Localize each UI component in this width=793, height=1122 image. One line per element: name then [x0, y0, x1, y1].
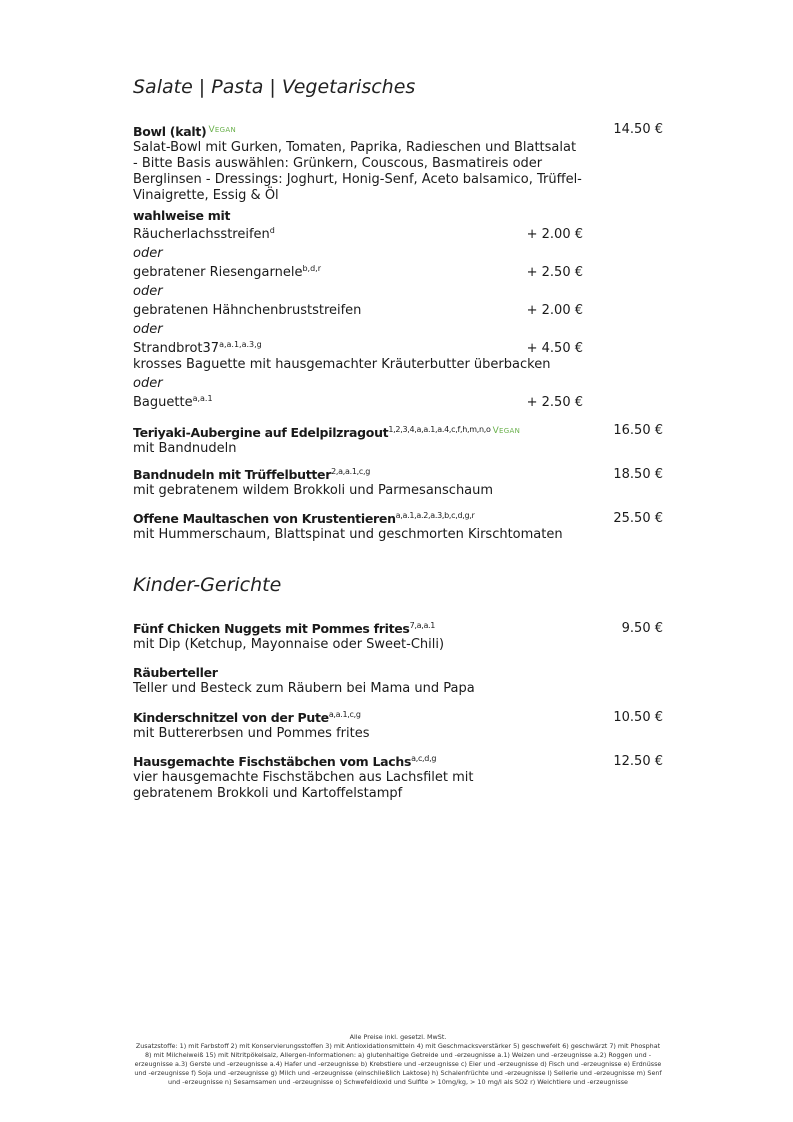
option-row: gebratenen Hähnchenbruststreifen + 2.00 €: [133, 303, 583, 318]
item-price: 25.50 €: [613, 511, 663, 526]
option-row: $Strandbrot37^{a,a.1,a.3,g}$ + 4.50 € krosses Baguette mit hausgemachter Kräuterbutter überbacken: [133, 340, 583, 372]
menu-item-fischstaebchen: [133, 754, 663, 802]
item-description: mit Dip (Ketchup, Mayonnaise oder Sweet-Chili): [133, 637, 445, 652]
item-description: mit Hummerschaum, Blattspinat und geschmorten Kirschtomaten: [133, 527, 563, 542]
item-price: 14.50 €: [613, 122, 663, 137]
option-description: krosses Baguette mit hausgemachter Kräuterbutter überbacken: [133, 357, 551, 372]
options-title: wahlweise mit: [133, 208, 231, 223]
option-row: Baguette$^{a,a.1}$ + 2.50 €: [133, 394, 583, 410]
option-price: + 2.50 €: [526, 395, 583, 410]
option-price: + 2.00 €: [526, 227, 583, 242]
menu-item-kinderschnitzel: [133, 710, 663, 742]
item-description: Teller und Besteck zum Räubern bei Mama und Papa: [133, 681, 475, 696]
section-title-salate: Salate | Pasta | Vegetarisches: [133, 76, 416, 98]
option-price: + 4.50 €: [526, 341, 583, 356]
menu-item-nuggets: [133, 621, 663, 653]
item-name: Kinderschnitzel von der Pute$^{a,a.1,c,g}$: [133, 710, 361, 725]
option-row: Räucherlachsstreifen$^d$ + 2.00 €: [133, 226, 583, 242]
item-description: vier hausgemachte Fischstäbchen aus Lachsfilet mit gebratenem Brokkoli und Kartoffelstampf: [133, 770, 474, 801]
menu-item-raeuberteller: [133, 665, 663, 697]
item-name: Fünf Chicken Nuggets mit Pommes frites$^{7,a,a.1}$: [133, 621, 436, 636]
menu-item-teriyaki: [133, 423, 663, 457]
oder-label: oder: [133, 246, 163, 261]
menu-item-maultaschen: [133, 511, 663, 543]
oder-label: oder: [133, 322, 163, 337]
bowl-options: [133, 208, 583, 414]
item-price: 9.50 €: [621, 621, 663, 636]
item-description: mit Bandnudeln: [133, 441, 237, 456]
item-price: 12.50 €: [613, 754, 663, 769]
option-price: + 2.50 €: [526, 265, 583, 280]
item-price: 10.50 €: [613, 710, 663, 725]
item-name: Teriyaki-Aubergine auf Edelpilzragout$^{1,2,3,4,a,a.1,a.4,c,f,h,m,n,o}$ $^{VEGAN}$: [133, 425, 521, 440]
item-price: 16.50 €: [613, 423, 663, 438]
item-name: Offene Maultaschen von Krustentieren$^{a,a.1,a.2,a.3,b,c,d,g,r}$: [133, 511, 475, 526]
menu-item-bowl: [133, 122, 663, 204]
item-name: Bandnudeln mit Trüffelbutter$^{2,a,a.1,c,g}$: [133, 467, 370, 482]
item-description: mit Buttererbsen und Pommes frites: [133, 726, 370, 741]
item-price: 18.50 €: [613, 467, 663, 482]
item-description: Salat-Bowl mit Gurken, Tomaten, Paprika, Radieschen und Blattsalat - Bitte Basis auswählen: Grünkern, Couscous, Basmatireis oder Berglinsen - Dressings: Joghurt, Honig-Senf, Aceto balsamico, Trüffel-Vinaigrette, Essig & Öl: [133, 140, 582, 203]
oder-label: oder: [133, 376, 163, 391]
item-name: Hausgemachte Fischstäbchen vom Lachs$^{a,c,d,g}$: [133, 754, 437, 769]
footer-allergens: Zusatzstoffe: 1) mit Farbstoff 2) mit Konservierungsstoffen 3) mit Antioxidationsmitteln 4) mit Geschmacksverstärker 5) geschwefelt 6) geschwärzt 7) mit Phosphat 8) mit Milcheiweiß 15) mit Nitritpökelsalz, Allergen-Informationen: a) glutenhaltige Getreide und -erzeugnisse a.1) Weizen und -erzeugnisse a.2) Roggen und -erzeugnisse a.3) Gerste und -erzeugnisse a.4) Hafer und -erzeugnisse b) Krebstiere und -erzeugnisse c) Eier und -erzeugnisse d) Fisch und -erzeugnisse e) Erdnüsse und -erzeugnisse f) Soja und -erzeugnisse g) Milch und -erzeugnisse (einschließlich Laktose) h) Schalenfrüchte und -erzeugnisse l) Sellerie und -erzeugnisse m) Senf und -erzeugnisse n) Sesamsamen und -erzeugnisse o) Schwefeldioxid und Sulfite > 10mg/kg, > 10 mg/l als SO2 r) Weichtiere und -erzeugnisse: [134, 1042, 662, 1086]
menu-item-bandnudeln: [133, 467, 663, 499]
section-title-kinder: Kinder-Gerichte: [133, 574, 282, 596]
oder-label: oder: [133, 284, 163, 299]
footer: [133, 1033, 663, 1087]
item-description: mit gebratenem wildem Brokkoli und Parmesanschaum: [133, 483, 494, 498]
item-name: Bowl (kalt) $^{VEGAN}$: [133, 124, 236, 139]
vegan-icon: VEGAN: [208, 125, 236, 135]
option-row: gebratener Riesengarnele$^{b,d,r}$ + 2.50 €: [133, 264, 583, 280]
item-name: Räuberteller: [133, 665, 218, 680]
vegan-icon: VEGAN: [492, 426, 521, 436]
footer-price-note: Alle Preise inkl. gesetzl. MwSt.: [349, 1033, 447, 1041]
option-price: + 2.00 €: [526, 303, 583, 318]
